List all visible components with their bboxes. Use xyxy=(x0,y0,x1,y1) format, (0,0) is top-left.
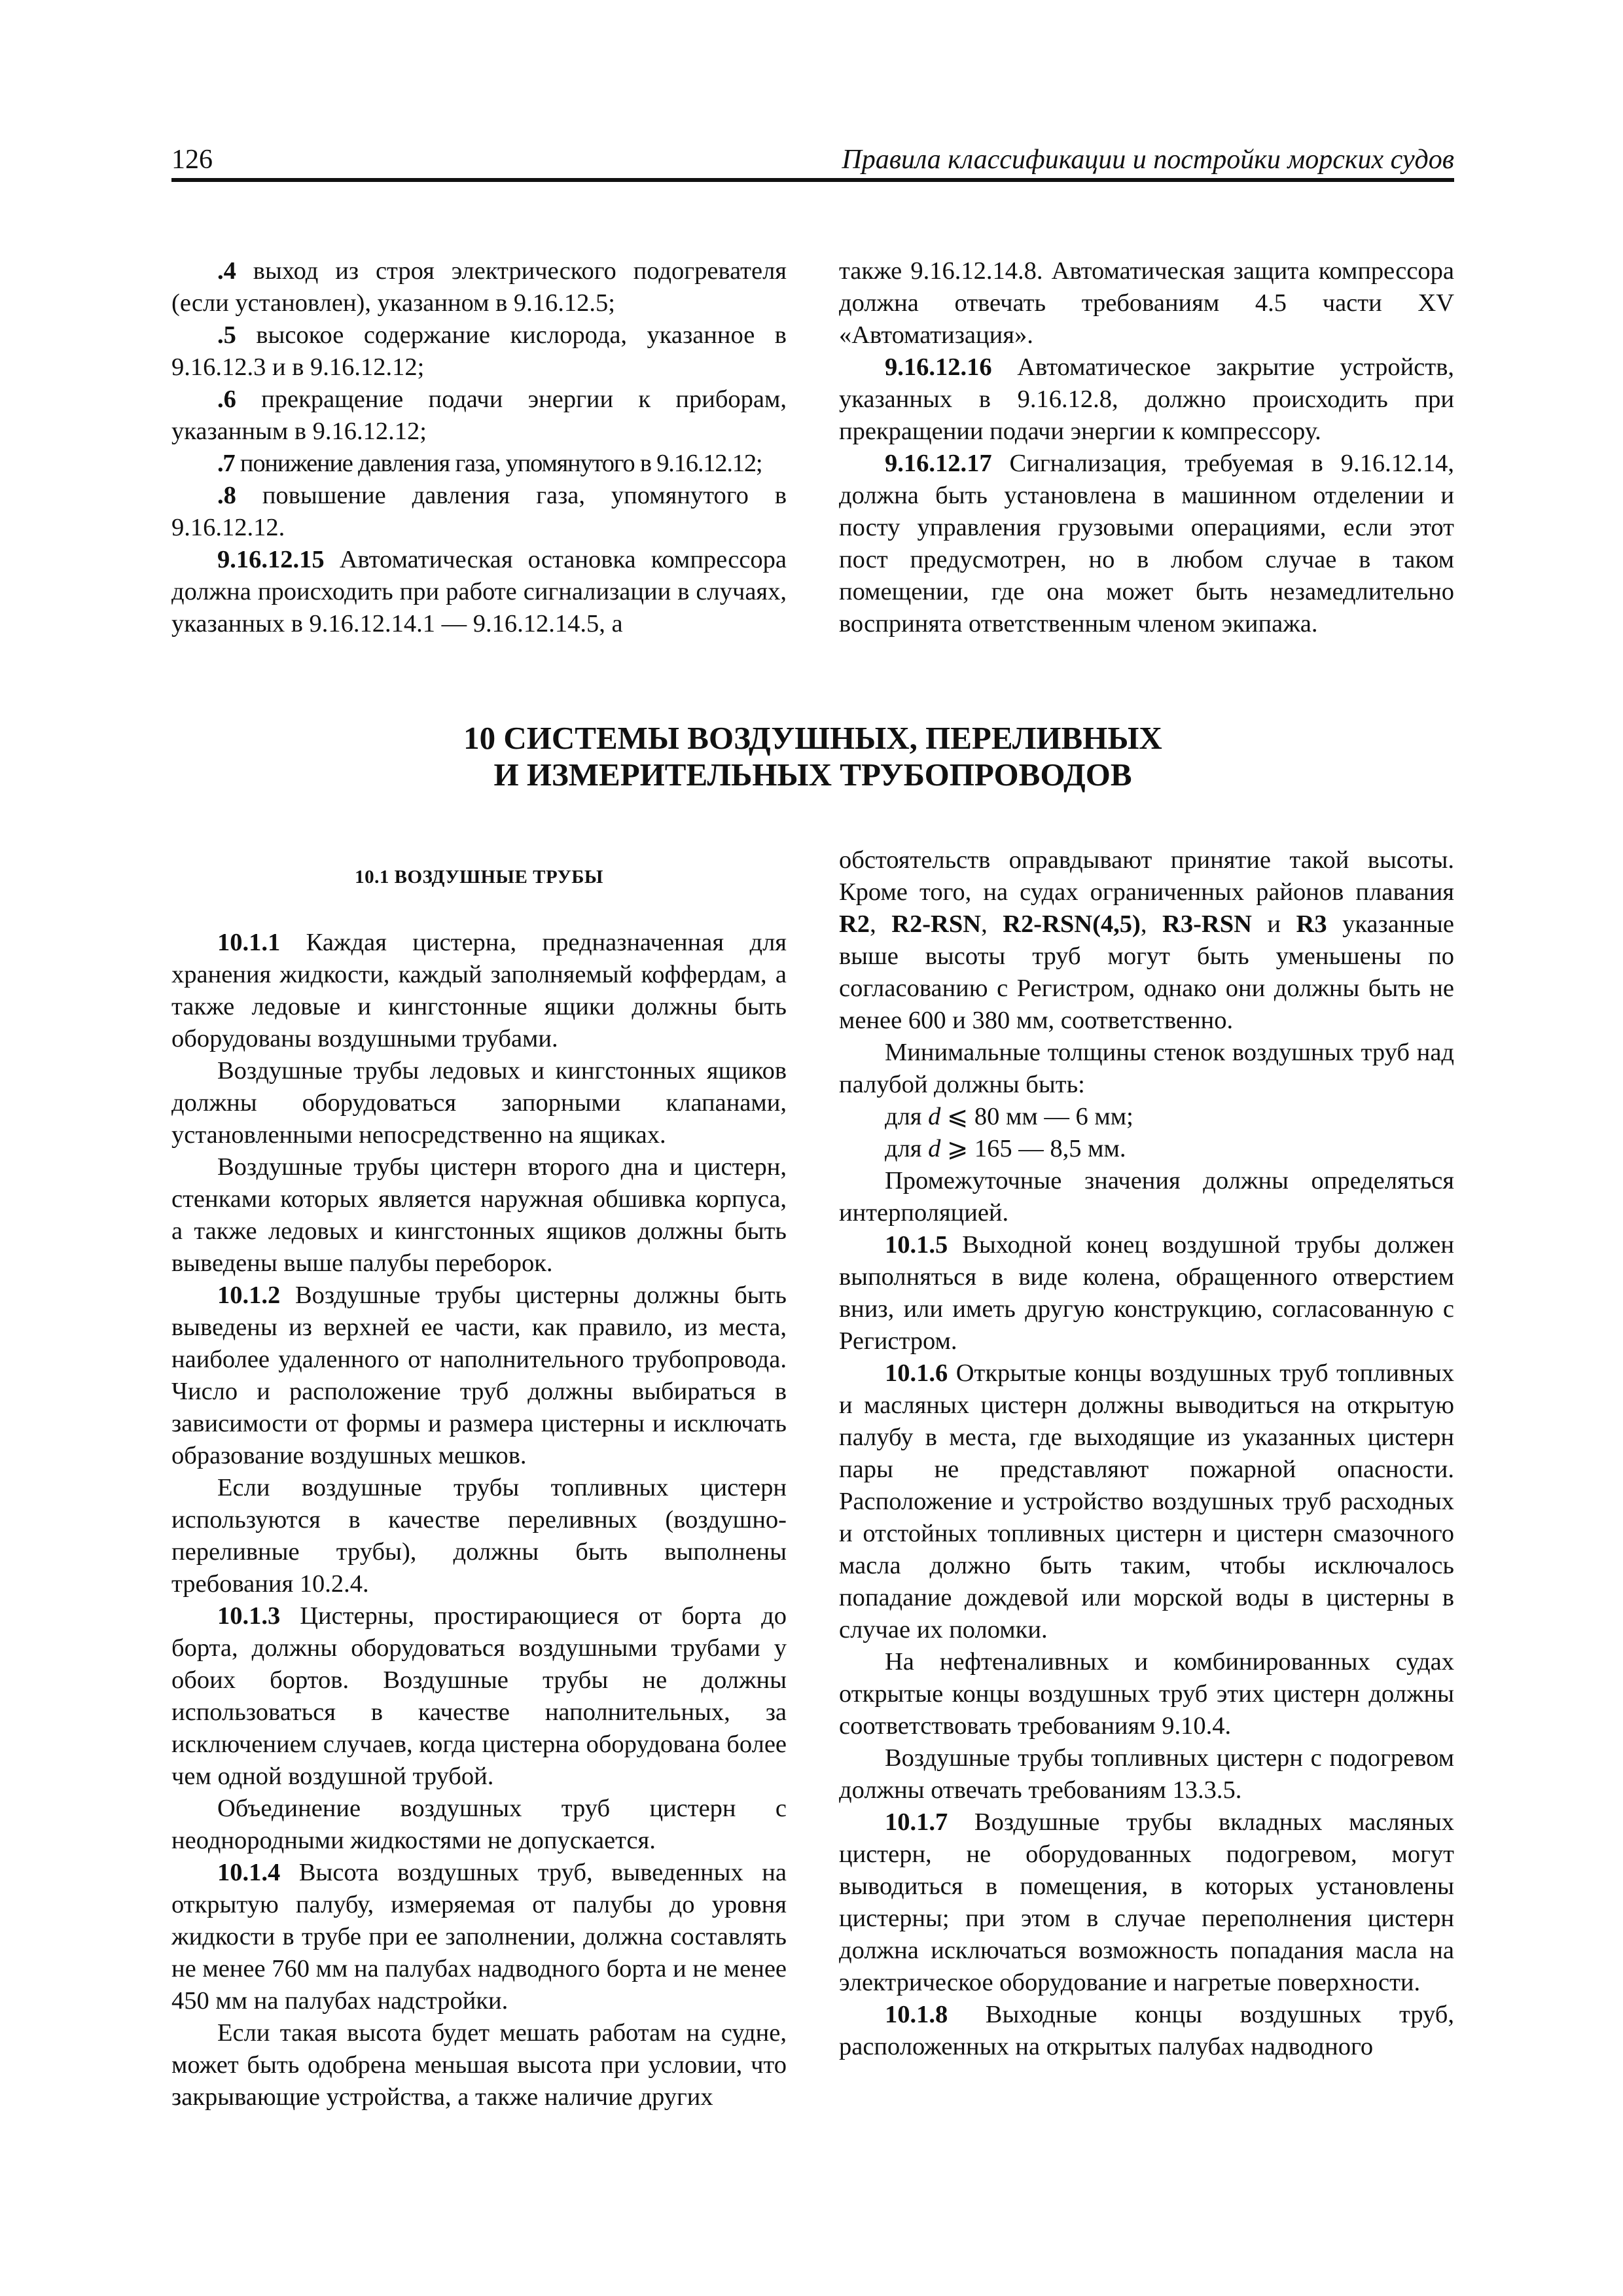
paragraph xyxy=(839,1165,1454,1229)
clause-number: 10.1.5 xyxy=(885,1231,948,1259)
paragraph-text: Минимальные толщины стенок воздушных труб над палубой должны быть: xyxy=(839,1039,1454,1098)
paragraph-text: Промежуточные значения должны определяться интерполяцией. xyxy=(839,1167,1454,1227)
formula-text: ⩽ 80 мм — 6 мм; xyxy=(940,1103,1133,1130)
paragraph-text: Воздушные трубы топливных цистерн с подогревом должны отвечать требованиям 13.3.5. xyxy=(839,1744,1454,1804)
chapter-title xyxy=(171,720,1454,793)
paragraph xyxy=(171,1600,787,1793)
clause-number: 10.1.2 xyxy=(217,1282,281,1309)
paragraph xyxy=(839,448,1454,640)
paragraph xyxy=(171,1472,787,1600)
paragraph-text: На нефтеналивных и комбинированных судах открытые концы воздушных труб этих цистерн должны соответствовать требованиям 9.10.4. xyxy=(839,1648,1454,1740)
section-title: 10.1 ВОЗДУШНЫЕ ТРУБЫ xyxy=(355,867,603,888)
chapter-title-line: И ИЗМЕРИТЕЛЬНЫХ ТРУБОПРОВОДОВ xyxy=(493,757,1132,793)
clause-number: 9.16.12.16 xyxy=(885,353,992,381)
paragraph xyxy=(839,1806,1454,1999)
separator: и xyxy=(1251,910,1296,938)
chapter-title-line: 10 СИСТЕМЫ ВОЗДУШНЫХ, ПЕРЕЛИВНЫХ xyxy=(463,720,1162,756)
paragraph xyxy=(839,1999,1454,2063)
paragraph-text: Цистерны, простирающиеся от борта до борта, должны оборудоваться воздушными трубами у обоих бортов. Воздушные трубы не должны использоваться в качестве наполнительных, за исключением случаев, когда цистерна оборудована более чем одной воздушной трубой. xyxy=(171,1602,787,1790)
clause-number: 10.1.3 xyxy=(217,1602,281,1630)
paragraph-text: Сигнализация, требуемая в 9.16.12.14, должна быть установлена в машинном отделении и посту управления грузовыми операциями, если этот пост предусмотрен, но в любом случае в таком помещении, где она может быть незамедлительно воспринята ответственным членом экипажа. xyxy=(839,450,1454,637)
paragraph xyxy=(171,448,787,480)
paragraph xyxy=(839,1646,1454,1742)
paragraph-text: также 9.16.12.14.8. Автоматическая защита компрессора должна отвечать требованиям 4.5 части XV «Автоматизация». xyxy=(839,257,1454,349)
paragraph xyxy=(171,2017,787,2113)
paragraph-text: Автоматическая остановка компрессора должна происходить при работе сигнализации в случаях, указанных в 9.16.12.14.1 — 9.16.12.14.5, а xyxy=(171,546,787,637)
paragraph xyxy=(839,1037,1454,1101)
item-number: .4 xyxy=(217,257,236,285)
paragraph xyxy=(839,255,1454,351)
paragraph xyxy=(171,1857,787,2017)
paragraph-text: повышение давления газа, упомянутого в 9.16.12.12. xyxy=(171,482,787,541)
formula-variable: d xyxy=(928,1135,941,1162)
navigation-area-code: R2-RSN(4,5) xyxy=(1003,910,1141,938)
paragraph-text: Воздушные трубы цистерн второго дна и цистерн, стенками которых является наружная обшивка корпуса, а также ледовых и кингстонных ящиков должны быть выведены выше палубы переборок. xyxy=(171,1153,787,1277)
paragraph-text: Воздушные трубы цистерны должны быть выведены из верхней ее части, как правило, из места, наиболее удаленного от наполнительного трубопровода. Число и расположение труб должны выбираться в зависимости от формы и размера цистерны и исключать образование воздушных мешков. xyxy=(171,1282,787,1469)
paragraph-text: понижение давления газа, упомянутого в 9.16.12.12; xyxy=(234,450,762,477)
paragraph xyxy=(171,927,787,1055)
paragraph-text: выход из строя электрического подогревателя (если установлен), указанном в 9.16.12.5; xyxy=(171,257,787,317)
clause-number: 10.1.6 xyxy=(885,1359,948,1387)
paragraph-text: высокое содержание кислорода, указанное в 9.16.12.3 и в 9.16.12.12; xyxy=(171,321,787,381)
separator: , xyxy=(1140,910,1163,938)
paragraph-text: прекращение подачи энергии к приборам, указанным в 9.16.12.12; xyxy=(171,386,787,445)
paragraph xyxy=(171,544,787,640)
top-right-column xyxy=(839,255,1454,640)
running-title: Правила классификации и постройки морских судов xyxy=(842,145,1454,175)
paragraph-text: Воздушные трубы ледовых и кингстонных ящиков должны оборудоваться запорными клапанами, установленными непосредственно на ящиках. xyxy=(171,1057,787,1149)
paragraph xyxy=(171,384,787,448)
paragraph xyxy=(171,1280,787,1472)
navigation-area-code: R2-RSN xyxy=(891,910,982,938)
paragraph xyxy=(171,1055,787,1151)
top-left-column xyxy=(171,255,787,640)
paragraph-text: Объединение воздушных труб цистерн с неоднородными жидкостями не допускается. xyxy=(171,1795,787,1854)
paragraph-text: Если такая высота будет мешать работам на судне, может быть одобрена меньшая высота при условии, что закрывающие устройства, а также наличие других xyxy=(171,2019,787,2111)
paragraph xyxy=(839,1742,1454,1806)
clause-number: 10.1.7 xyxy=(885,1808,948,1836)
clause-number: 10.1.1 xyxy=(217,929,281,956)
bottom-right-column xyxy=(839,844,1454,2063)
page-number: 126 xyxy=(171,145,213,175)
separator: , xyxy=(870,910,892,938)
paragraph xyxy=(171,480,787,544)
paragraph-text: указанные выше высоты труб могут быть уменьшены по согласованию с Регистром, однако они должны быть не менее 600 и 380 мм, соответственно. xyxy=(839,910,1455,1034)
clause-number: 9.16.12.15 xyxy=(217,546,325,573)
clause-number: 10.1.8 xyxy=(885,2001,948,2028)
navigation-area-code: R2 xyxy=(839,910,870,938)
paragraph-text: Выходные концы воздушных труб, расположенных на открытых палубах надводного xyxy=(839,2001,1454,2060)
formula-text: ⩾ 165 — 8,5 мм. xyxy=(940,1135,1126,1162)
item-number: .5 xyxy=(217,321,236,349)
bottom-left-column xyxy=(171,864,787,2113)
paragraph xyxy=(839,1357,1454,1646)
paragraph-text: Каждая цистерна, предназначенная для хранения жидкости, каждый заполняемый коффердам, а также ледовые и кингстонные ящики должны быть оборудованы воздушными трубами. xyxy=(171,929,787,1052)
item-number: .8 xyxy=(217,482,236,509)
paragraph xyxy=(171,319,787,384)
item-number: .7 xyxy=(217,450,235,477)
separator: , xyxy=(981,910,1003,938)
clause-number: 9.16.12.17 xyxy=(885,450,992,477)
paragraph-text: Воздушные трубы вкладных масляных цистерн, не оборудованных подогревом, могут выводиться в помещения, в которых установлены цистерны; при этом в случае переполнения цистерн должна исключаться возможность попадания масла на электрическое оборудование и нагретые поверхности. xyxy=(839,1808,1454,1996)
paragraph-text: Автоматическое закрытие устройств, указанных в 9.16.12.8, должно происходить при прекращении подачи энергии к компрессору. xyxy=(839,353,1454,445)
paragraph xyxy=(171,1151,787,1280)
paragraph xyxy=(171,255,787,319)
navigation-area-code: R3-RSN xyxy=(1162,910,1252,938)
formula-line xyxy=(839,1101,1454,1133)
paragraph xyxy=(839,1229,1454,1357)
navigation-area-code: R3 xyxy=(1296,910,1327,938)
clause-number: 10.1.4 xyxy=(217,1859,281,1886)
paragraph xyxy=(839,844,1454,1037)
page-header xyxy=(171,144,1454,181)
paragraph-text: обстоятельств оправдывают принятие такой высоты. Кроме того, на судах ограниченных районов плавания xyxy=(839,846,1454,906)
paragraph xyxy=(839,351,1454,448)
item-number: .6 xyxy=(217,386,236,413)
formula-text: для xyxy=(885,1103,929,1130)
formula-text: для xyxy=(885,1135,929,1162)
paragraph-text: Открытые концы воздушных труб топливных и масляных цистерн должны выводиться на открытую палубу в места, где выходящие из указанных цистерн пары не представляют пожарной опасности. Расположение и устройство воздушных труб расходных и отстойных топливных цистерн и цистерн смазочного масла должно быть таким, чтобы исключалось попадание дождевой или морской воды в цистерны в случае их поломки. xyxy=(839,1359,1454,1643)
paragraph xyxy=(171,1793,787,1857)
paragraph-text: Если воздушные трубы топливных цистерн используются в качестве переливных (воздушно-переливные трубы), должны быть выполнены требования 10.2.4. xyxy=(171,1474,787,1598)
header-rule xyxy=(171,178,1454,182)
formula-variable: d xyxy=(928,1103,941,1130)
paragraph-text: Высота воздушных труб, выведенных на открытую палубу, измеряемая от палубы до уровня жидкости в трубе при ее заполнении, должна составлять не менее 760 мм на палубах надводного борта и не менее 450 мм на палубах надстройки. xyxy=(171,1859,787,2015)
formula-line xyxy=(839,1133,1454,1165)
paragraph-text: Выходной конец воздушной трубы должен выполняться в виде колена, обращенного отверстием вниз, или иметь другую конструкцию, согласованную с Регистром. xyxy=(839,1231,1454,1355)
